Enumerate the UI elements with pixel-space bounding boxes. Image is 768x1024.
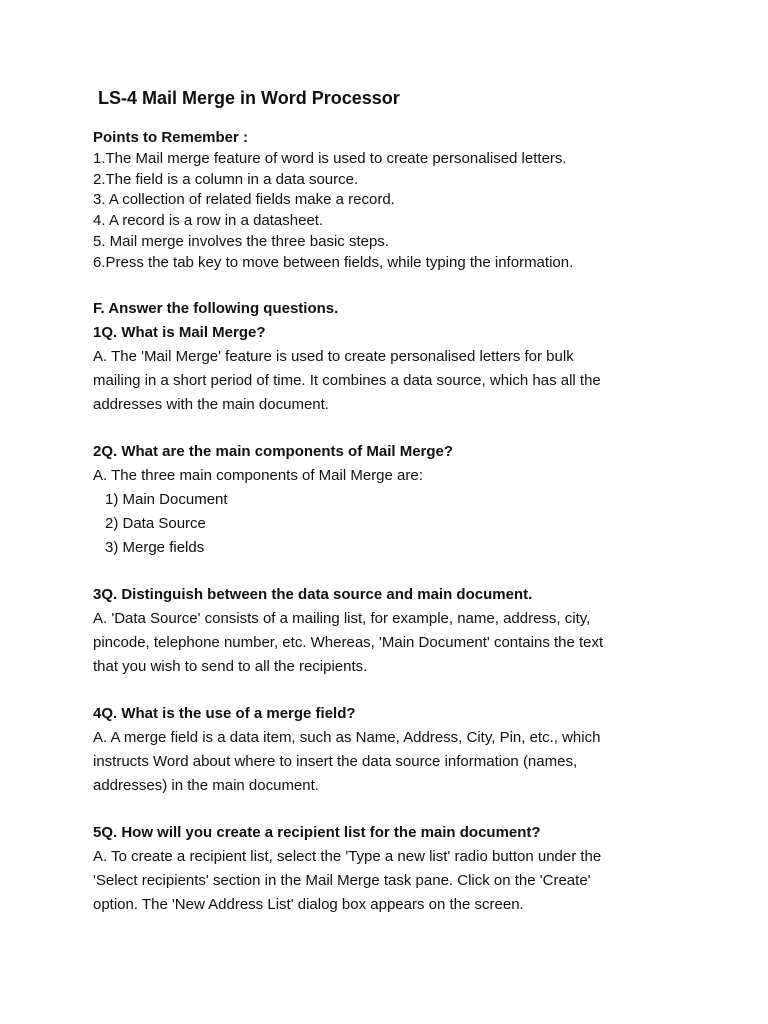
point-item: 4. A record is a row in a datasheet. bbox=[93, 212, 324, 230]
page-title: LS-4 Mail Merge in Word Processor bbox=[98, 88, 400, 108]
document-body bbox=[93, 128, 713, 917]
answer-line: addresses with the main document. bbox=[93, 395, 329, 413]
component-list-item: 1) Main Document bbox=[105, 490, 228, 508]
question-3: 3Q. Distinguish between the data source and main document. bbox=[93, 585, 533, 603]
point-item: 1.The Mail merge feature of word is used to create personalised letters. bbox=[93, 149, 567, 167]
answer-line: pincode, telephone number, etc. Whereas, 'Main Document' contains the text bbox=[93, 633, 604, 651]
answer-line: instructs Word about where to insert the data source information (names, bbox=[93, 752, 578, 770]
component-list-item: 3) Merge fields bbox=[105, 538, 205, 556]
answer-line: option. The 'New Address List' dialog box appears on the screen. bbox=[93, 895, 524, 913]
question-4: 4Q. What is the use of a merge field? bbox=[93, 704, 356, 722]
answer-line: addresses) in the main document. bbox=[93, 776, 319, 794]
answer-line: A. A merge field is a data item, such as Name, Address, City, Pin, etc., which bbox=[93, 728, 601, 746]
point-item: 6.Press the tab key to move between fields, while typing the information. bbox=[93, 253, 574, 271]
answer-line: A. 'Data Source' consists of a mailing list, for example, name, address, city, bbox=[93, 609, 591, 627]
points-heading: Points to Remember : bbox=[93, 129, 249, 146]
question-5: 5Q. How will you create a recipient list for the main document? bbox=[93, 823, 541, 841]
component-list-item: 2) Data Source bbox=[105, 514, 206, 532]
point-item: 5. Mail merge involves the three basic steps. bbox=[93, 232, 389, 250]
question-1: 1Q. What is Mail Merge? bbox=[93, 323, 266, 341]
answer-line: that you wish to send to all the recipients. bbox=[93, 657, 368, 675]
point-item: 2.The field is a column in a data source. bbox=[93, 170, 359, 188]
qa-section bbox=[93, 297, 713, 917]
point-item: 3. A collection of related fields make a record. bbox=[93, 191, 395, 209]
answer-line: mailing in a short period of time. It combines a data source, which has all the bbox=[93, 371, 601, 389]
answer-line: 'Select recipients' section in the Mail Merge task pane. Click on the 'Create' bbox=[93, 871, 591, 889]
answer-line: A. The 'Mail Merge' feature is used to create personalised letters for bulk bbox=[93, 347, 574, 365]
answer-line: A. To create a recipient list, select the 'Type a new list' radio button under the bbox=[93, 847, 602, 865]
points-section bbox=[93, 128, 713, 274]
answer-line: A. The three main components of Mail Merge are: bbox=[93, 466, 423, 484]
question-2: 2Q. What are the main components of Mail Merge? bbox=[93, 442, 454, 460]
section-heading: F. Answer the following questions. bbox=[93, 299, 339, 317]
